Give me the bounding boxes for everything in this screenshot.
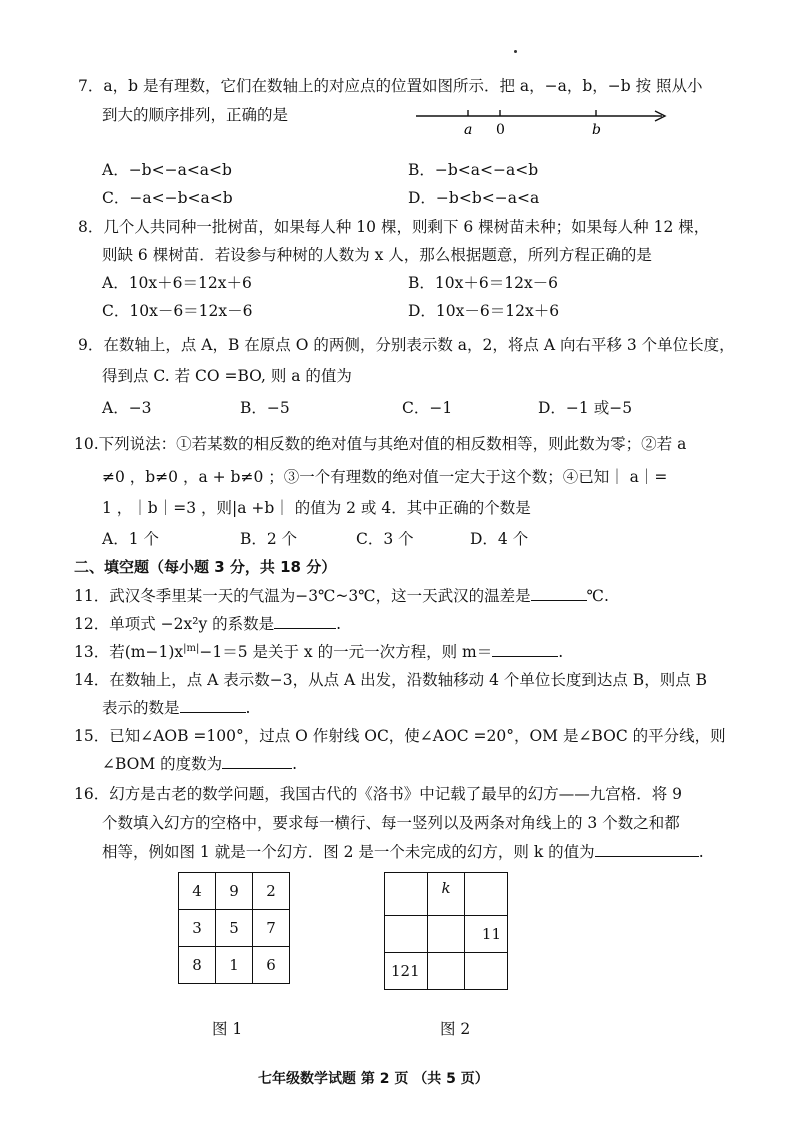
q9-option-a[interactable]: A．−3 bbox=[102, 399, 152, 417]
q15-answer-blank[interactable] bbox=[222, 754, 292, 769]
section-fill-in-title: 二、填空题（每小题 3 分，共 18 分） bbox=[74, 558, 337, 576]
fig1-cell: 8 bbox=[179, 947, 216, 984]
figure2-magic-square bbox=[384, 872, 508, 990]
q15-line1: 15．已知∠AOB =100°，过点 O 作射线 OC，使∠AOC =20°，OM 是∠BOC 的平分线，则 bbox=[74, 727, 726, 745]
q8-option-b[interactable]: B．10x＋6＝12x－6 bbox=[408, 274, 559, 292]
q8-line1: 8．几个人共同种一批树苗，如果每人种 10 棵，则剩下 6 棵树苗未种；如果每人种 12 棵， bbox=[78, 218, 710, 236]
page-footer: 七年级数学试题 第 2 页 （共 5 页） bbox=[258, 1071, 489, 1087]
fig2-cell bbox=[465, 953, 508, 990]
q9-option-d[interactable]: D．−1 或−5 bbox=[538, 399, 633, 417]
q7-option-d[interactable]: D．−b<b<−a<a bbox=[408, 189, 540, 207]
q11-text: 11．武汉冬季里某一天的气温为−3℃~3℃，这一天武汉的温差是 bbox=[74, 587, 531, 605]
q16-line2: 个数填入幻方的空格中，要求每一横行、每一竖列以及两条对角线上的 3 个数之和都 bbox=[102, 814, 680, 832]
fig1-cell: 1 bbox=[216, 947, 253, 984]
label-zero: 0 bbox=[496, 122, 505, 138]
q8-option-a[interactable]: A．10x＋6＝12x＋6 bbox=[102, 274, 252, 292]
fig1-cell: 6 bbox=[253, 947, 290, 984]
fig2-cell bbox=[428, 916, 465, 953]
q16-end: . bbox=[698, 843, 704, 861]
fig1-cell: 9 bbox=[216, 873, 253, 910]
q7-line2: 到大的顺序排列，正确的是 bbox=[102, 106, 289, 124]
q15-text: ∠BOM 的度数为 bbox=[102, 755, 223, 773]
q12 bbox=[74, 612, 341, 634]
fig2-cell bbox=[385, 873, 428, 916]
q11 bbox=[74, 584, 609, 606]
q10-line3: 1 ，｜b｜=3 ，则|a +b｜ 的值为 2 或 4．其中正确的个数是 bbox=[102, 499, 531, 517]
q14-line2 bbox=[102, 696, 250, 718]
q13-end: . bbox=[558, 643, 564, 661]
fig1-cell: 5 bbox=[216, 910, 253, 947]
figure1-caption: 图 1 bbox=[212, 1020, 243, 1038]
fig2-cell bbox=[428, 953, 465, 990]
fig2-cell-11: 11 bbox=[465, 916, 508, 953]
q11-unit: ℃. bbox=[586, 587, 609, 605]
q8-line2: 则缺 6 棵树苗．若设参与种树的人数为 x 人，那么根据题意，所列方程正确的是 bbox=[102, 246, 652, 264]
q16-text: 相等，例如图 1 就是一个幻方．图 2 是一个未完成的幻方，则 k 的值为 bbox=[102, 843, 595, 861]
q12-text: 12．单项式 −2x²y 的系数是 bbox=[74, 615, 275, 633]
q16-answer-blank[interactable] bbox=[595, 842, 699, 857]
q12-answer-blank[interactable] bbox=[274, 614, 336, 629]
q7-option-c[interactable]: C．−a<−b<a<b bbox=[102, 189, 233, 207]
fig2-cell-k: k bbox=[428, 873, 465, 916]
q16-line1: 16．幻方是古老的数学问题，我国古代的《洛书》中记载了最早的幻方——九宫格．将 9 bbox=[74, 785, 683, 803]
q9-line2: 得到点 C. 若 CO =BO, 则 a 的值为 bbox=[102, 367, 352, 385]
q13-rest: −1＝5 是关于 x 的一元一次方程，则 m＝ bbox=[199, 643, 493, 661]
q11-answer-blank[interactable] bbox=[531, 586, 587, 601]
q14-text: 表示的数是 bbox=[102, 699, 180, 717]
fig1-cell: 7 bbox=[253, 910, 290, 947]
figure1-magic-square bbox=[178, 872, 290, 984]
q13-exponent: |m| bbox=[183, 642, 200, 654]
fig2-cell bbox=[385, 916, 428, 953]
q10-line1: 10.下列说法：①若某数的相反数的绝对值与其绝对值的相反数相等，则此数为零；②若 a bbox=[74, 435, 687, 453]
q16-line3 bbox=[102, 840, 704, 862]
q10-option-a[interactable]: A．1 个 bbox=[102, 530, 159, 548]
q15-end: . bbox=[292, 755, 298, 773]
q9-option-c[interactable]: C．−1 bbox=[402, 399, 453, 417]
q9-line1: 9．在数轴上，点 A，B 在原点 O 的两侧，分别表示数 a，2，将点 A 向右平移 3 个单位长度， bbox=[78, 336, 735, 354]
figure2-caption: 图 2 bbox=[440, 1020, 471, 1038]
fig1-cell: 2 bbox=[253, 873, 290, 910]
q15-line2 bbox=[102, 752, 297, 774]
fig1-cell: 3 bbox=[179, 910, 216, 947]
label-b: b bbox=[592, 122, 601, 138]
q14-answer-blank[interactable] bbox=[180, 698, 246, 713]
q10-option-b[interactable]: B．2 个 bbox=[240, 530, 298, 548]
q14-end: . bbox=[245, 699, 251, 717]
fig2-cell bbox=[465, 873, 508, 916]
q13-answer-blank[interactable] bbox=[492, 642, 558, 657]
q7-number-line bbox=[412, 104, 674, 138]
scan-speck bbox=[514, 50, 517, 53]
q10-option-c[interactable]: C．3 个 bbox=[356, 530, 414, 548]
q8-option-d[interactable]: D．10x－6＝12x＋6 bbox=[408, 302, 560, 320]
q10-option-d[interactable]: D．4 个 bbox=[470, 530, 529, 548]
q8-option-c[interactable]: C．10x－6＝12x－6 bbox=[102, 302, 253, 320]
q13-text: 13．若(m−1)x bbox=[74, 643, 184, 661]
fig1-cell: 4 bbox=[179, 873, 216, 910]
fig2-cell-121: 121 bbox=[385, 953, 428, 990]
q10-line2: ≠0 ，b≠0 ，a + b≠0 ；③一个有理数的绝对值一定大于这个数；④已知｜ a｜= bbox=[102, 468, 668, 486]
q7-option-a[interactable]: A．−b<−a<a<b bbox=[102, 161, 232, 179]
q9-option-b[interactable]: B．−5 bbox=[240, 399, 290, 417]
q7-line1: 7．a，b 是有理数，它们在数轴上的对应点的位置如图所示．把 a，−a，b，−b 按 照从小 bbox=[78, 77, 703, 95]
q12-end: . bbox=[336, 615, 342, 633]
q13 bbox=[74, 640, 563, 662]
q7-option-b[interactable]: B．−b<a<−a<b bbox=[408, 161, 539, 179]
label-a: a bbox=[464, 122, 473, 138]
q14-line1: 14．在数轴上，点 A 表示数−3，从点 A 出发，沿数轴移动 4 个单位长度到达点 B，则点 B bbox=[74, 671, 708, 689]
